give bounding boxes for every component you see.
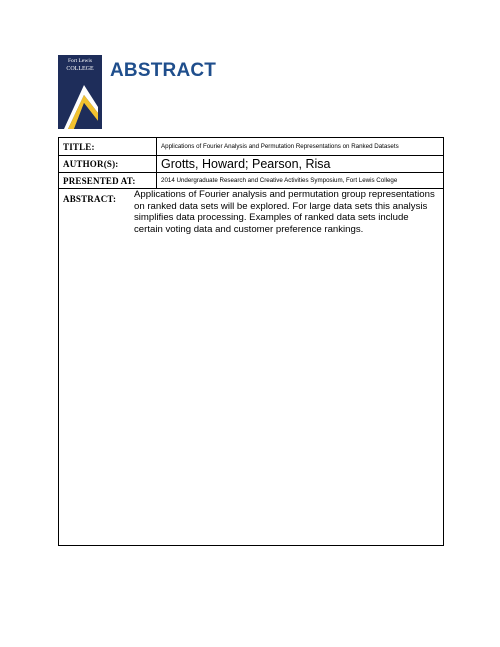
title-row <box>59 138 443 156</box>
title-label: TITLE: <box>63 142 95 152</box>
title-value: Applications of Fourier Analysis and Permutation Representations on Ranked Datasets <box>161 143 399 150</box>
abstract-label: ABSTRACT: <box>63 194 117 204</box>
authors-label: AUTHOR(S): <box>63 159 119 169</box>
college-logo <box>58 55 102 129</box>
abstract-text: Applications of Fourier analysis and permutation group representations on ranked data sets will be explored. For large data sets this analysis simplifies data processing. Examples of ranked data sets include certain voting data and customer preference rankings. <box>134 189 435 235</box>
logo-line2: COLLEGE <box>66 66 94 72</box>
authors-row <box>59 156 443 173</box>
presented-row <box>59 173 443 189</box>
presented-label: PRESENTED AT: <box>63 176 136 186</box>
page-heading: ABSTRACT <box>110 60 217 81</box>
fort-lewis-college-logo-icon <box>58 55 102 129</box>
abstract-form <box>58 137 444 546</box>
logo-line1: Fort Lewis <box>68 58 92 64</box>
presented-value: 2014 Undergraduate Research and Creative Activities Symposium, Fort Lewis College <box>161 177 398 184</box>
authors-value: Grotts, Howard; Pearson, Risa <box>161 157 331 171</box>
